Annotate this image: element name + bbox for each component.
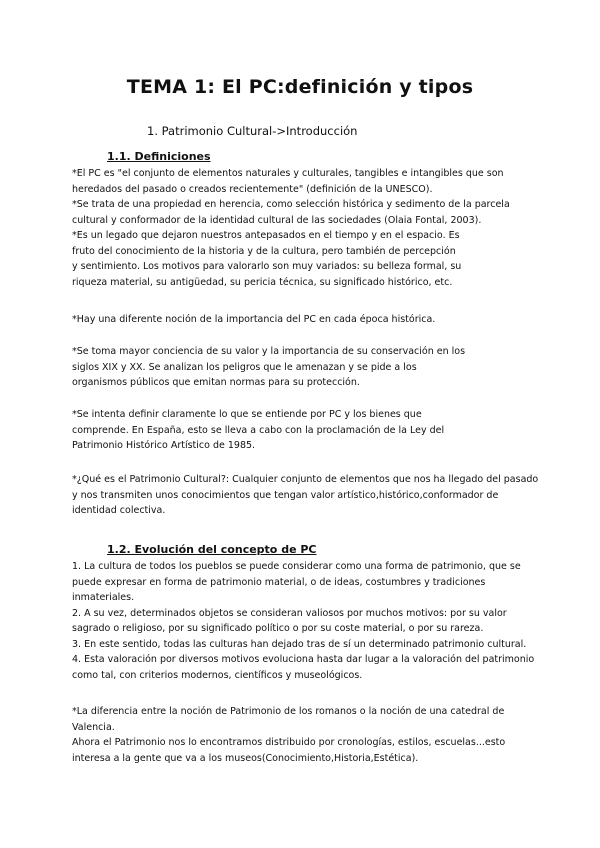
document-subtitle: 1. Patrimonio Cultural->Introducción — [147, 124, 358, 138]
text-line: fruto del conocimiento de la historia y de la cultura, pero también de percepción — [72, 245, 456, 257]
evolucion-paragraph-1 — [72, 559, 542, 683]
text-line: inmateriales. — [72, 592, 135, 603]
text-line: *¿Qué es el Patrimonio Cultural?: Cualquier conjunto de elementos que nos ha llegado del pasado — [72, 474, 539, 485]
text-line: *Se trata de una propiedad en herencia, como selección histórica y sedimento de la parcela — [72, 199, 510, 210]
text-line: 4. Esta valoración por diversos motivos evoluciona hasta dar lugar a la valoración del patrimonio — [72, 654, 535, 665]
text-line: sagrado o religioso, por su significado político o por su coste material, o por su rareza. — [72, 623, 484, 634]
text-line: Ahora el Patrimonio nos lo encontramos distribuido por cronologías, estilos, escuelas...esto — [72, 737, 506, 748]
text-line: comprende. En España, esto se lleva a cabo con la proclamación de la Ley del — [72, 424, 445, 436]
text-line: 1. La cultura de todos los pueblos se puede considerar como una forma de patrimonio, que se — [72, 561, 521, 572]
text-line: Patrimonio Histórico Artístico de 1985. — [72, 440, 256, 451]
text-line: Valencia. — [72, 721, 115, 733]
text-line: *Es un legado que dejaron nuestros antepasados en el tiempo y en el espacio. Es — [72, 230, 460, 241]
evolucion-paragraph-2 — [72, 704, 542, 766]
text-line: puede expresar en forma de patrimonio material, o de ideas, costumbres y tradiciones — [72, 576, 486, 588]
text-line: *La diferencia entre la noción de Patrimonio de los romanos o la noción de una catedral de — [72, 706, 505, 717]
document-title: TEMA 1: El PC:definición y tipos — [126, 76, 474, 98]
section-heading-definiciones: 1.1. Definiciones — [107, 150, 211, 163]
text-line: riqueza material, su antigüedad, su pericia técnica, su significado histórico, etc. — [72, 276, 453, 288]
text-line: 3. En este sentido, todas las culturas han dejado tras de sí un determinado patrimonio cultural. — [72, 638, 527, 650]
text-line: siglos XIX y XX. Se analizan los peligros que le amenazan y se pide a los — [72, 361, 417, 373]
text-line: *Se toma mayor conciencia de su valor y la importancia de su conservación en los — [72, 346, 466, 357]
text-line: como tal, con criterios modernos, científicos y museológicos. — [72, 669, 363, 681]
definiciones-paragraph-1 — [72, 166, 542, 290]
text-line: y sentimiento. Los motivos para valorarlo son muy variados: su belleza formal, su — [72, 261, 462, 272]
definiciones-paragraph-3 — [72, 344, 542, 391]
text-line: *Hay una diferente noción de la importancia del PC en cada época histórica. — [72, 314, 436, 325]
text-line: *El PC es "el conjunto de elementos naturales y culturales, tangibles e intangibles que son — [72, 168, 504, 179]
definiciones-paragraph-5 — [72, 472, 542, 519]
text-line: *Se intenta definir claramente lo que se entiende por PC y los bienes que — [72, 409, 422, 420]
definiciones-paragraph-2 — [72, 312, 542, 328]
text-line: identidad colectiva. — [72, 505, 166, 516]
text-line: 2. A su vez, determinados objetos se consideran valiosos por muchos motivos: por su valor — [72, 607, 507, 619]
text-line: organismos públicos que emitan normas para su protección. — [72, 377, 360, 388]
section-heading-evolucion: 1.2. Evolución del concepto de PC — [107, 543, 317, 556]
text-line: y nos transmiten unos conocimientos que tengan valor artístico,histórico,conformador de — [72, 489, 499, 501]
text-line: cultural y conformador de la identidad cultural de las sociedades (Olaia Fontal, 2003). — [72, 214, 482, 226]
text-line: interesa a la gente que va a los museos(Conocimiento,Historia,Estética). — [72, 752, 419, 764]
text-line: heredados del pasado o creados recientemente" (definición de la UNESCO). — [72, 183, 433, 195]
definiciones-paragraph-4 — [72, 407, 542, 454]
